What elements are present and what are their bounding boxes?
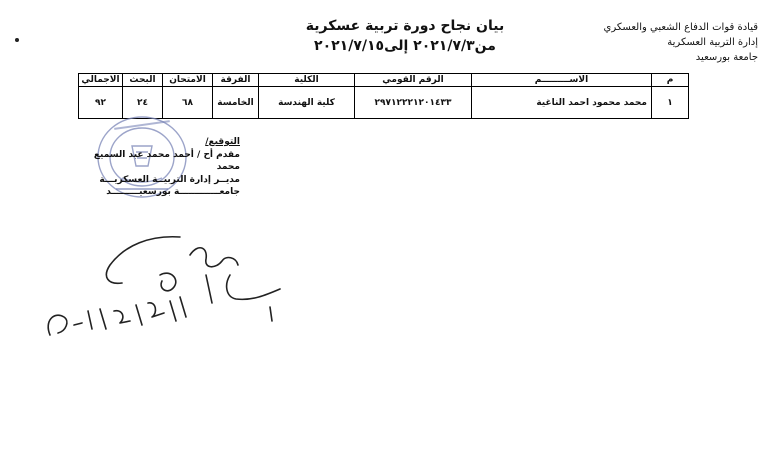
signature-label: التوقيع/	[205, 137, 240, 147]
signature-block	[80, 136, 240, 199]
org-header	[604, 20, 758, 65]
title-line-1: بيان نجاح دورة تربية عسكرية	[305, 18, 505, 34]
signatory-university: جامعـــــــــــــة بورسعيـــــــــد	[106, 187, 240, 197]
header-research: البحث	[123, 74, 163, 87]
header-total: الاجمالي	[79, 74, 123, 87]
table-header-row	[79, 74, 689, 87]
handwritten-signature	[30, 225, 310, 355]
cell-faculty: كلية الهندسة	[259, 87, 355, 119]
org-line-university: جامعة بورسعيد	[695, 52, 758, 63]
org-line-department: إدارة التربية العسكرية	[667, 37, 758, 48]
cell-total: ٩٢	[79, 87, 123, 119]
cell-year: الخامسة	[213, 87, 259, 119]
title-line-2: من٢٠٢١/٧/٣ إلى٢٠٢١/٧/١٥	[314, 38, 496, 54]
document-title	[300, 16, 510, 56]
header-name: الاســـــــــم	[472, 74, 652, 87]
scan-speck	[15, 38, 19, 42]
org-line-command: قيادة قوات الدفاع الشعبي والعسكري	[603, 22, 758, 33]
header-no: م	[652, 74, 689, 87]
header-year: الفرقة	[213, 74, 259, 87]
header-exam: الامتحان	[163, 74, 213, 87]
cell-no: ١	[652, 87, 689, 119]
signatory-title: مديــر إدارة التربيــة العسكريـــة	[99, 174, 240, 185]
signatory-name: مقدم أح / أحمد محمد عبد السميع محمد	[93, 149, 240, 172]
cell-research: ٢٤	[123, 87, 163, 119]
cell-exam: ٦٨	[163, 87, 213, 119]
cell-national-id: ٢٩٧١٢٢٢١٢٠١٤٣٣	[355, 87, 472, 119]
header-national-id: الرقم القومي	[355, 74, 472, 87]
cell-name: محمد محمود احمد الناغية	[472, 87, 652, 119]
header-faculty: الكلية	[259, 74, 355, 87]
